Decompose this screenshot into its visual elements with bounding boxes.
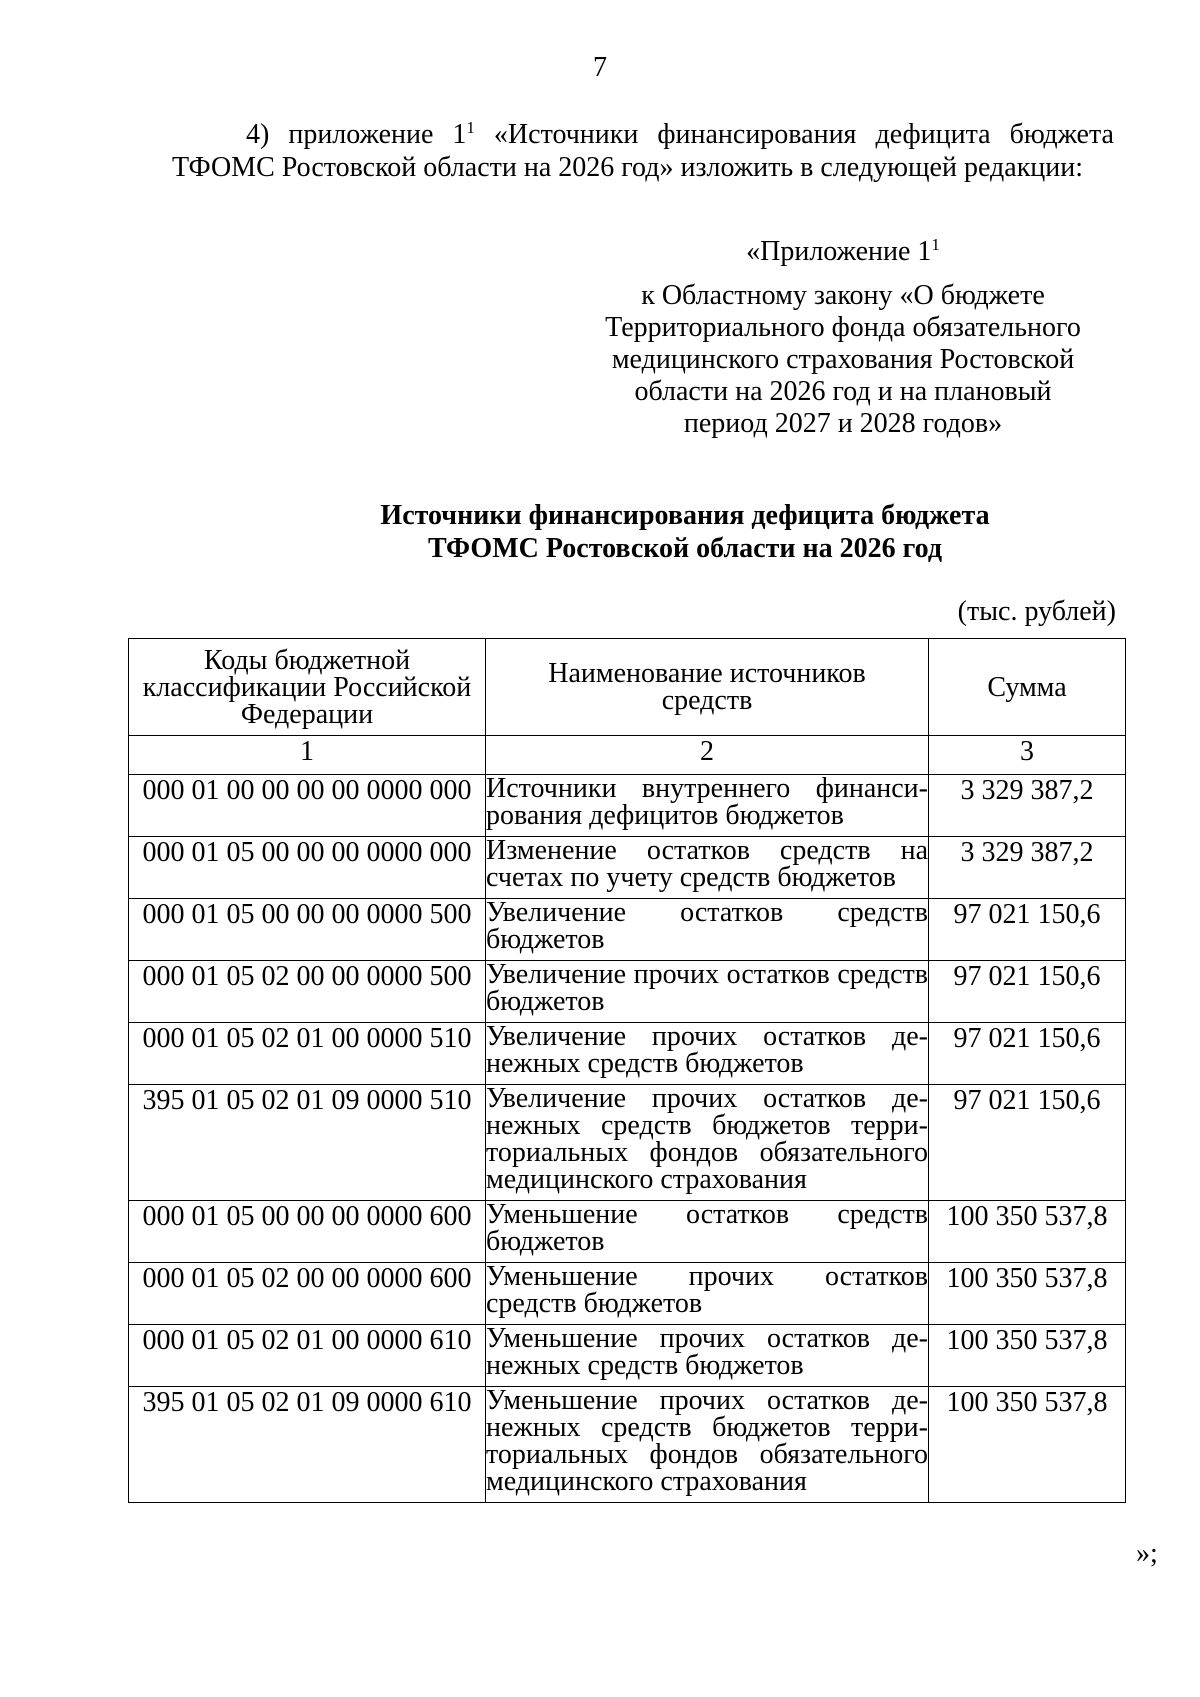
budget-sources-table: [128, 638, 1126, 1503]
table-row: [129, 961, 1126, 1023]
code-cell: 395 01 05 02 01 09 0000 610: [129, 1387, 486, 1503]
sum-cell: 97 021 150,6: [929, 961, 1126, 1023]
intro-paragraph: [172, 118, 1114, 184]
table-row: [129, 1325, 1126, 1387]
code-cell: 000 01 00 00 00 00 0000 000: [129, 775, 486, 837]
column-number-row: [129, 736, 1126, 775]
appendix-line: период 2027 и 2028 годов»: [683, 408, 1003, 439]
column-number: 1: [129, 736, 486, 775]
intro-line-1: 4) приложение $1^1$ «Источники финансирования дефицита бюджета: [246, 118, 1114, 150]
code-cell: 000 01 05 02 01 00 0000 510: [129, 1023, 486, 1085]
document-title: [300, 499, 1070, 565]
code-cell: 000 01 05 00 00 00 0000 600: [129, 1201, 486, 1263]
name-cell: Уменьшение прочих остатков денежных средств бюджетов территориальных фондов обязательного медицинского страхования: [486, 1387, 929, 1503]
sum-cell: 100 350 537,8: [929, 1387, 1126, 1503]
table-row: [129, 775, 1126, 837]
code-cell: 000 01 05 02 00 00 0000 600: [129, 1263, 486, 1325]
appendix-header: [568, 236, 1118, 440]
name-cell: Уменьшение остатков средств бюджетов: [486, 1201, 929, 1263]
name-cell: Увеличение остатков средств бюджетов: [486, 899, 929, 961]
code-cell: 395 01 05 02 01 09 0000 510: [129, 1085, 486, 1201]
table-row: [129, 837, 1126, 899]
column-number: 2: [486, 736, 929, 775]
column-header-name: Наименование источников средств: [486, 639, 929, 736]
name-cell: Уменьшение прочих остатков денежных средств бюджетов: [486, 1325, 929, 1387]
code-cell: 000 01 05 00 00 00 0000 000: [129, 837, 486, 899]
table-row: [129, 899, 1126, 961]
name-cell: Увеличение прочих остатков средств бюджетов: [486, 961, 929, 1023]
sum-cell: 100 350 537,8: [929, 1263, 1126, 1325]
name-cell: Увеличение прочих остатков денежных средств бюджетов: [486, 1023, 929, 1085]
sum-cell: 97 021 150,6: [929, 899, 1126, 961]
sum-cell: 3 329 387,2: [929, 775, 1126, 837]
table-row: [129, 1085, 1126, 1201]
table-row: [129, 1023, 1126, 1085]
title-line: Источники финансирования дефицита бюджета: [380, 500, 990, 531]
name-cell: Увеличение прочих остатков денежных средств бюджетов территориальных фондов обязательного медицинского страхования: [486, 1085, 929, 1201]
column-number: 3: [929, 736, 1126, 775]
title-line: ТФОМС Ростовской области на 2026 год: [427, 533, 943, 564]
table-row: [129, 1387, 1126, 1503]
code-cell: 000 01 05 00 00 00 0000 500: [129, 899, 486, 961]
appendix-line: медицинского страхования Ростовской: [611, 344, 1075, 375]
closing-quote: »;: [1136, 1538, 1158, 1569]
intro-line-2: ТФОМС Ростовской области на 2026 год» изложить в следующей редакции:: [172, 152, 1084, 183]
sum-cell: 100 350 537,8: [929, 1201, 1126, 1263]
code-cell: 000 01 05 02 01 00 0000 610: [129, 1325, 486, 1387]
units-label: (тыс. рублей): [957, 596, 1116, 627]
table-header-row: [129, 639, 1126, 736]
sum-cell: 97 021 150,6: [929, 1085, 1126, 1201]
name-cell: Изменение остатков средств на счетах по учету средств бюджетов: [486, 837, 929, 899]
superscript: 1: [931, 235, 940, 254]
column-header-code: Коды бюджетной классификации Российской Федерации: [129, 639, 486, 736]
code-cell: 000 01 05 02 00 00 0000 500: [129, 961, 486, 1023]
sum-cell: 3 329 387,2: [929, 837, 1126, 899]
column-header-sum: Сумма: [929, 639, 1126, 736]
appendix-line: к Областному закону «О бюджете: [641, 280, 1045, 311]
table-row: [129, 1263, 1126, 1325]
table-row: [129, 1201, 1126, 1263]
page-number: 7: [593, 52, 607, 83]
name-cell: Уменьшение прочих остатков средств бюджетов: [486, 1263, 929, 1325]
appendix-line: области на 2026 год и на плановый: [634, 376, 1052, 407]
superscript: 1: [466, 118, 475, 137]
sum-cell: 97 021 150,6: [929, 1023, 1126, 1085]
appendix-title: «Приложение $1^1$: [746, 235, 940, 267]
appendix-line: Территориального фонда обязательного: [605, 312, 1081, 343]
name-cell: Источники внутреннего финансирования дефицитов бюджетов: [486, 775, 929, 837]
sum-cell: 100 350 537,8: [929, 1325, 1126, 1387]
